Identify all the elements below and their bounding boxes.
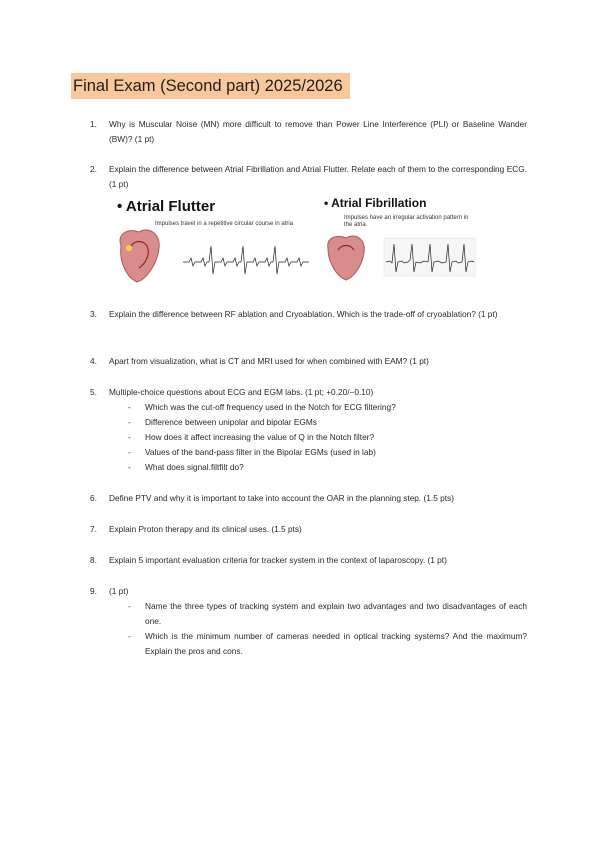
- sub-question: - What does signal.filtfilt do?: [128, 462, 244, 472]
- sub-question: - Which was the cut-off frequency used in the Notch for ECG filtering?: [128, 402, 396, 412]
- flutter-illustration: [109, 196, 315, 288]
- exam-title: Final Exam (Second part) 2025/2026: [71, 73, 350, 99]
- question-number: 8.: [90, 555, 97, 565]
- atrial-fibrillation-panel: [324, 196, 476, 288]
- question-number: 7.: [90, 524, 97, 534]
- fibrillation-title: • Atrial Fibrillation: [324, 196, 427, 210]
- question-3: [90, 307, 527, 322]
- arrhythmia-figure: [109, 196, 476, 288]
- question-number: 4.: [90, 356, 97, 366]
- fibrillation-illustration: [324, 196, 476, 288]
- question-text: Explain the difference between RF ablation and Cryoablation. Which is the trade-off of cryoablation? (1 pt): [109, 309, 498, 319]
- heart-icon: [328, 236, 365, 280]
- question-1: [90, 117, 527, 147]
- question-2: [90, 162, 527, 192]
- atrial-flutter-panel: [109, 196, 315, 288]
- sub-question: - Values of the band-pass filter in the Bipolar EGMs (used in lab): [128, 447, 376, 457]
- heart-icon: [120, 230, 159, 282]
- flutter-ecg-trace: [183, 246, 309, 274]
- question-number: 2.: [90, 164, 97, 174]
- question-5: [90, 385, 527, 400]
- question-text: Explain Proton therapy and its clinical uses. (1.5 pts): [109, 524, 302, 534]
- question-7: [90, 522, 527, 537]
- fibrillation-bullet: Impulses have an irregular activation pattern in the atria.: [344, 215, 469, 228]
- question-text: Apart from visualization, what is CT and MRI used for when combined with EAM? (1 pt): [109, 356, 429, 366]
- sub-question: - How does it affect increasing the value of Q in the Notch filter?: [128, 432, 375, 442]
- flutter-title: • Atrial Flutter: [117, 198, 216, 215]
- question-text: Define PTV and why it is important to take into account the OAR in the planning step. (1.5 pts): [109, 493, 454, 503]
- question-4: [90, 354, 527, 369]
- sub-question: - Which is the minimum number of cameras needed in optical tracking systems? And the maximum? Explain the pros and cons.: [128, 631, 527, 656]
- question-text: Explain 5 important evaluation criteria for tracker system in the context of laparoscopy. (1 pt): [109, 555, 447, 565]
- question-text: Multiple-choice questions about ECG and EGM labs. (1 pt; +0.20/−0.10): [109, 387, 374, 397]
- sub-question: - Difference between unipolar and bipolar EGMs: [128, 417, 317, 427]
- flutter-bullet: Impulses travel in a repetitive circular course in atria: [155, 221, 294, 227]
- question-text: Why is Muscular Noise (MN) more difficult to remove than Power Line Interference (PLI) or Baseline Wander (BW)? (1 pt): [109, 119, 527, 144]
- question-number: 3.: [90, 309, 97, 319]
- sub-question: - Name the three types of tracking system and explain two advantages and two disadvantages of each one.: [128, 601, 527, 626]
- question-8: [90, 553, 527, 568]
- question-text: (1 pt): [109, 586, 129, 596]
- question-number: 9.: [90, 586, 97, 596]
- question-number: 6.: [90, 493, 97, 503]
- question-number: 1.: [90, 119, 97, 129]
- question-6: [90, 491, 527, 506]
- question-9: [90, 584, 527, 599]
- question-text: Explain the difference between Atrial Fibrillation and Atrial Flutter. Relate each of them to the corresponding ECG. (1 pt): [109, 164, 527, 189]
- question-number: 5.: [90, 387, 97, 397]
